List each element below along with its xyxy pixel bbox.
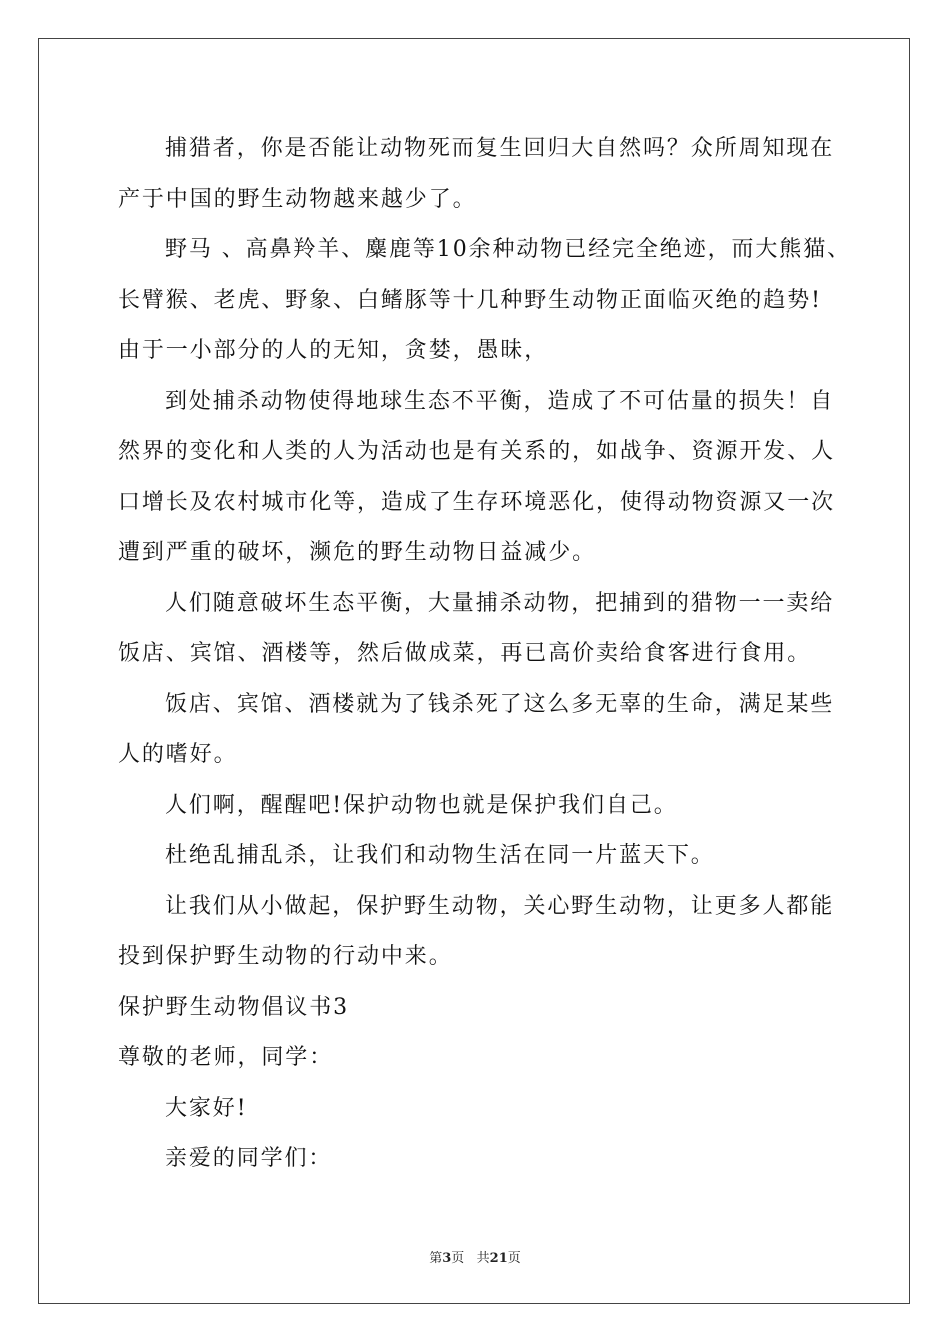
- page-number-current: 3: [442, 1251, 452, 1266]
- text-line: 让我们从小做起，保护野生动物，关心野生动物，让更多人都能: [165, 893, 835, 919]
- text-line: 然界的变化和人类的人为活动也是有关系的，如战争、资源开发、人: [118, 439, 836, 464]
- page-number-mid: 页 共: [451, 1251, 490, 1266]
- text-line: 野马 、高鼻羚羊、麋鹿等10余种动物已经完全绝迹，而大熊猫、: [165, 237, 851, 262]
- text-line: 捕猎者，你是否能让动物死而复生回归大自然吗？众所周知现在: [165, 136, 835, 161]
- text-line: 饭店、宾馆、酒楼等，然后做成菜，再已高价卖给食客进行食用。: [118, 641, 812, 666]
- text-line: 投到保护野生动物的行动中来。: [118, 944, 453, 969]
- text-line: 由于一小部分的人的无知，贪婪，愚昧，: [118, 338, 549, 363]
- greeting: 亲爱的同学们：: [165, 1146, 333, 1171]
- text-line: 到处捕杀动物使得地球生态不平衡，造成了不可估量的损失！自: [165, 388, 835, 414]
- page-footer: [0, 1247, 950, 1266]
- section-heading: 保护野生动物倡议书3: [118, 994, 349, 1020]
- text-line: 人们啊，醒醒吧!保护动物也就是保护我们自己。: [165, 792, 678, 818]
- text-line: 杜绝乱捕乱杀，让我们和动物生活在同一片蓝天下。: [165, 843, 715, 868]
- greeting: 大家好!: [165, 1095, 248, 1121]
- text-line: 口增长及农村城市化等，造成了生存环境恶化，使得动物资源又一次: [118, 489, 836, 515]
- page-number-prefix: 第: [429, 1251, 443, 1266]
- text-line: 人的嗜好。: [118, 742, 238, 767]
- page-number-suffix: 页: [507, 1251, 521, 1266]
- text-line: 人们随意破坏生态平衡，大量捕杀动物，把捕到的猎物一一卖给: [165, 590, 835, 616]
- text-line: 饭店、宾馆、酒楼就为了钱杀死了这么多无辜的生命，满足某些: [165, 691, 835, 717]
- text-line: 长臂猴、老虎、野象、白鳍豚等十几种野生动物正面临灭绝的趋势!: [118, 287, 822, 313]
- page-number-total: 21: [489, 1251, 508, 1266]
- salutation: 尊敬的老师，同学：: [118, 1045, 334, 1070]
- text-line: 产于中国的野生动物越来越少了。: [118, 186, 477, 212]
- text-line: 遭到严重的破坏，濒危的野生动物日益减少。: [118, 540, 597, 565]
- document-body: [118, 128, 858, 1189]
